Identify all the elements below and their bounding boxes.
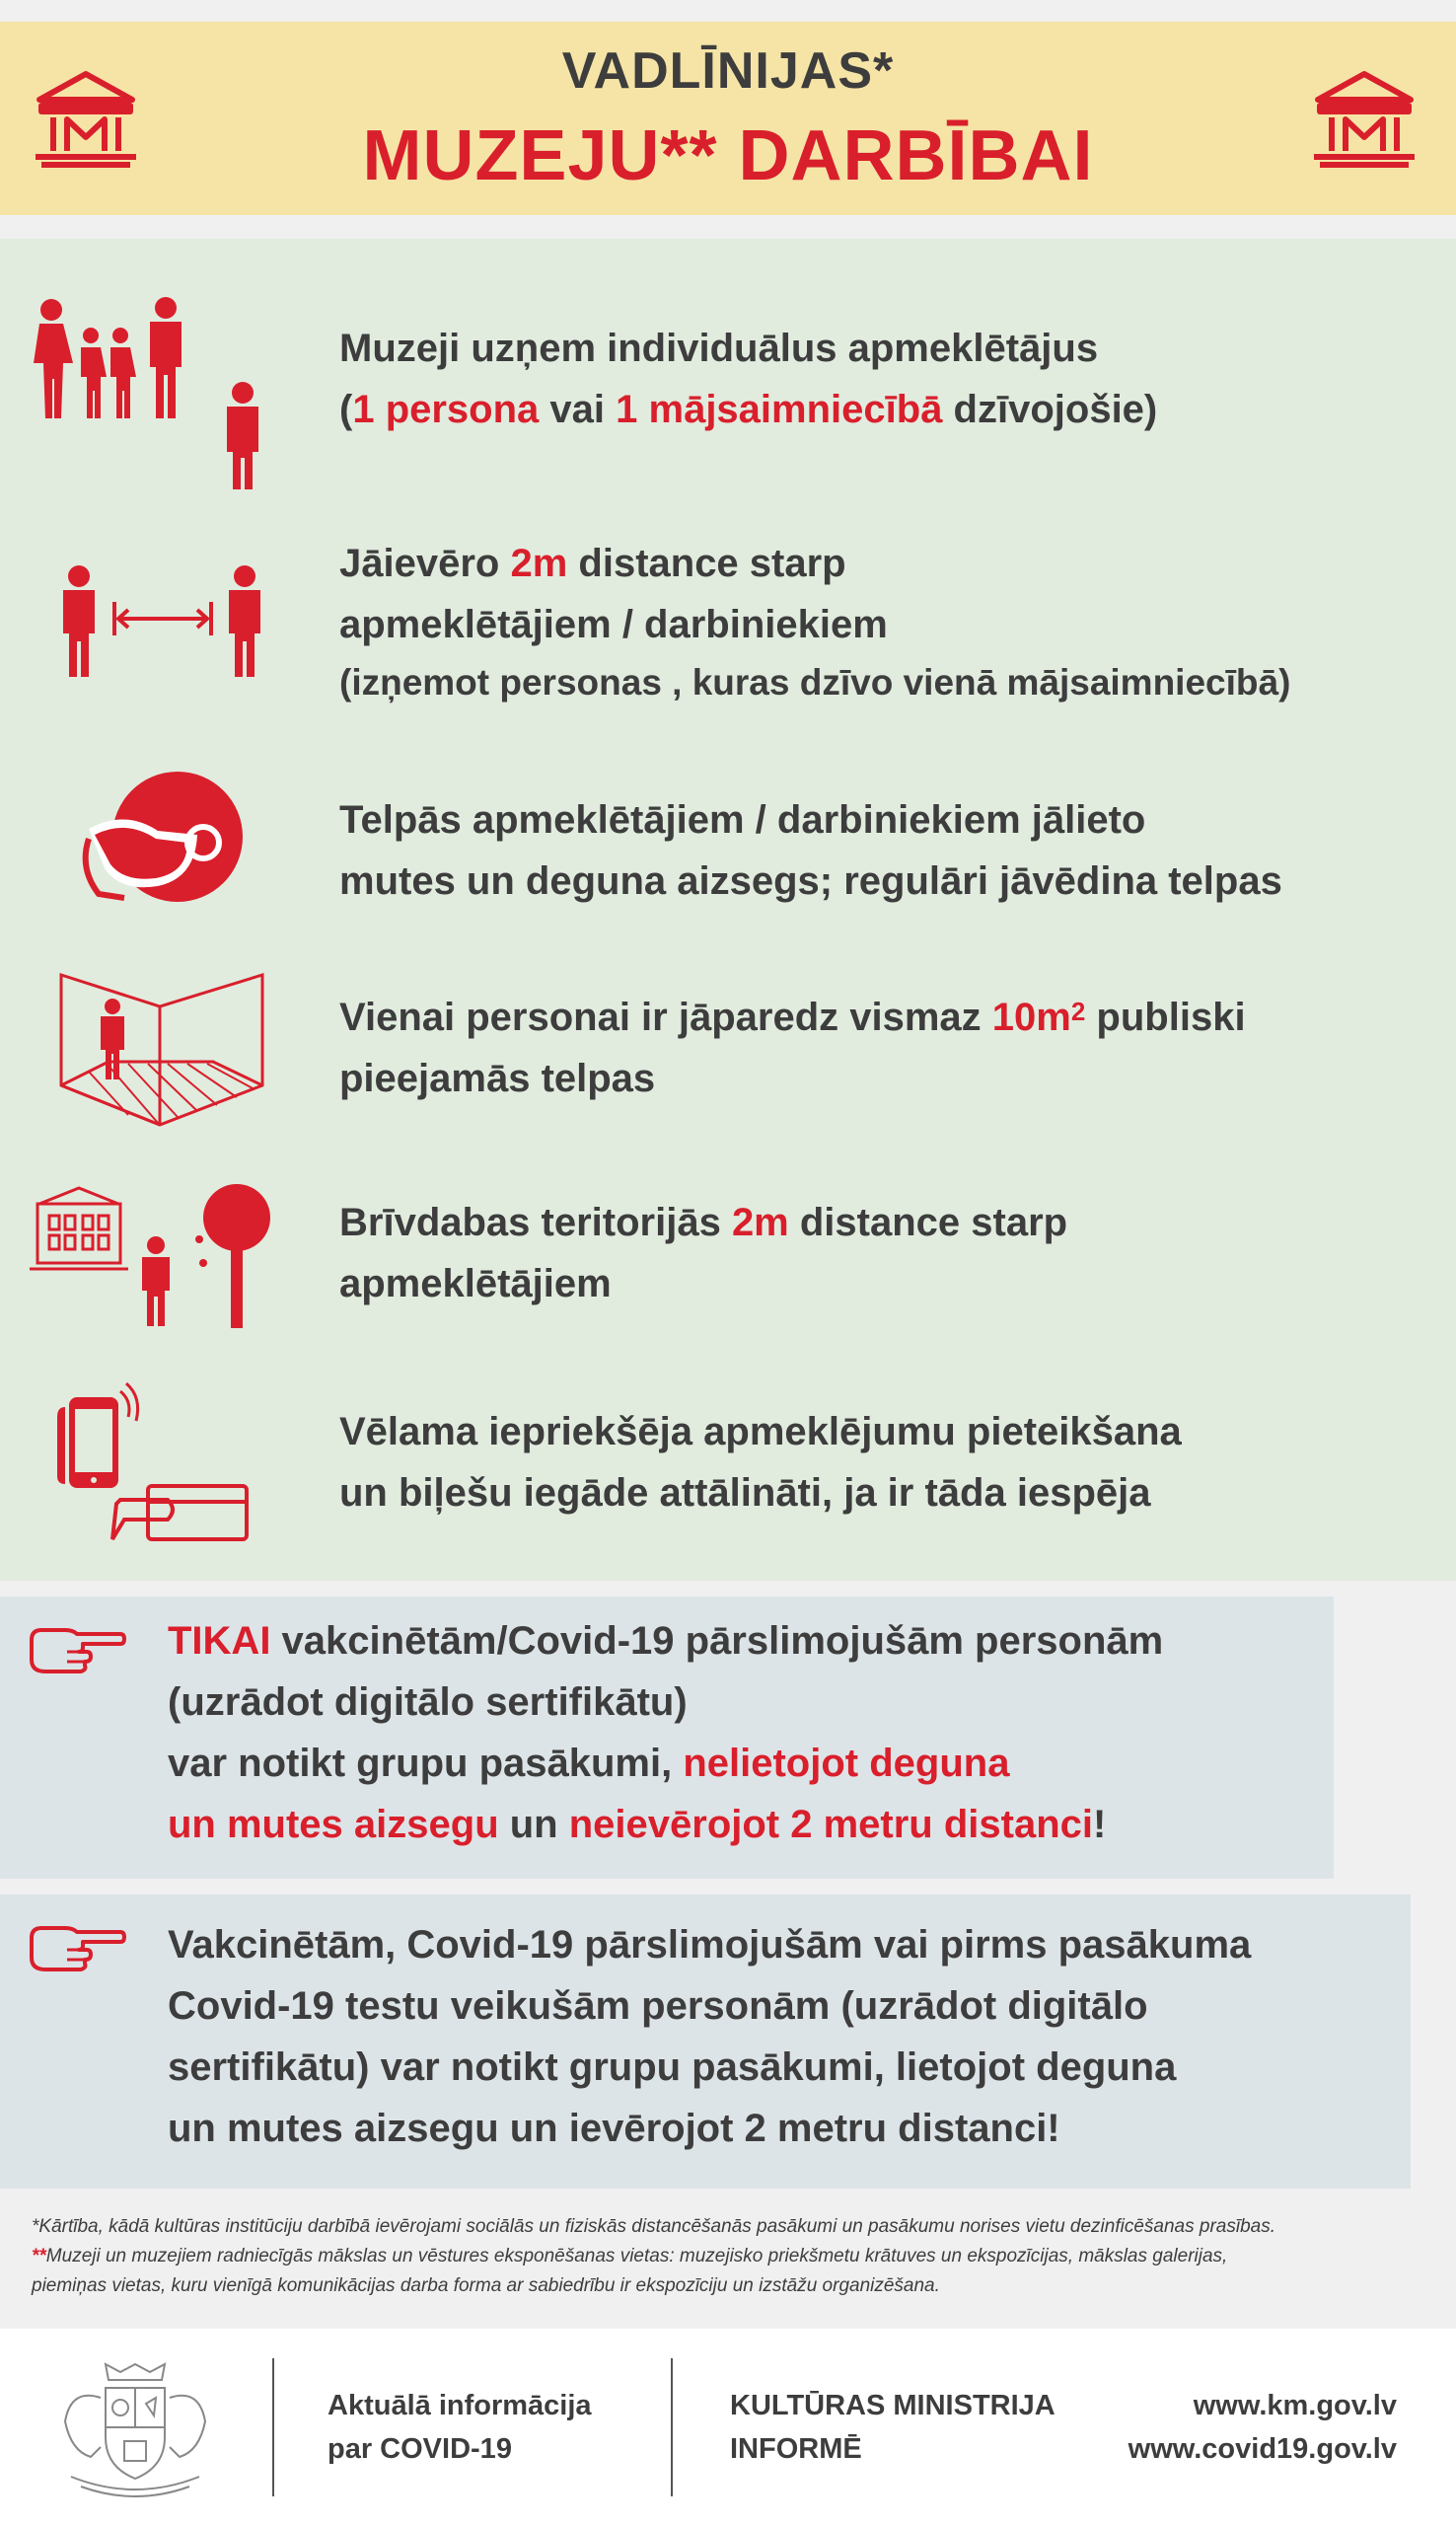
header-title: MUZEJU** DARBĪBAI [362,116,1094,195]
box-text [168,1610,1312,1855]
rule-line: Brīvdabas teritorijās 2m distance starp [339,1201,1068,1244]
vaccinated-only-box [0,1597,1334,1879]
room-area-icon [30,967,276,1135]
rule-line: Telpās apmeklētājiem / darbiniekiem jālieto [339,798,1146,842]
footnote: *Kārtība, kādā kultūras institūciju darbībā ievērojami sociālās un fiziskās distancēšanās pasākumi un pasākumu norises vietu dezinficēšanas prasības. [32,2216,1275,2237]
rule-note: (izņemot personas , kuras dzīvo vienā mājsaimniecībā) [339,662,1291,703]
distance-icon [30,562,276,681]
box-line: var notikt grupu pasākumi, nelietojot deguna [168,1742,1010,1785]
rule-line: pieejamās telpas [339,1057,656,1100]
rule-line: Jāievēro 2m distance starp [339,542,846,585]
covid19-link[interactable]: www.covid19.gov.lv [1128,2433,1397,2465]
box-text [168,1914,1391,2159]
highlight: neievērojot 2 metru distanci [568,1803,1093,1846]
rule-line: Muzeji uzņem individuālus apmeklētājus [339,327,1099,370]
box-line: sertifikātu) var notikt grupu pasākumi, lietojot deguna [168,2045,1177,2089]
rule-line: mutes un deguna aizsegs; regulāri jāvēdina telpas [339,859,1282,903]
highlight: 2m [510,542,568,585]
footnotes [32,2212,1432,2301]
ministry-label: KULTŪRAS MINISTRIJA INFORMĒ [730,2390,1056,2465]
covid-info: Aktuālā informācija par COVID-19 [328,2390,592,2465]
rule-text [339,533,1434,710]
online-booking-icon [30,1381,276,1549]
header-banner [0,22,1456,215]
divider [272,2358,274,2496]
family-icon [30,296,276,493]
rule-text [339,1401,1434,1523]
box-line: un mutes aizsegu un neievērojot 2 metru distanci! [168,1803,1107,1846]
highlight: 10m [991,996,1071,1039]
museum-icon [1310,66,1419,175]
superscript: 2 [1070,997,1086,1026]
rule-line: un biļešu iegāde attālināti, ja ir tāda iespēja [339,1471,1151,1515]
footnote: **Muzeji un muzejiem radniecīgās mākslas un vēstures eksponēšanas vietas: muzejisko priekšmetu krātuves un ekspozīcijas, mākslas galerijas, [32,2246,1228,2266]
face-mask-icon [30,770,276,918]
highlight: un mutes aizsegu [168,1803,499,1846]
rule-line: Vēlama iepriekšēja apmeklējumu pieteikšana [339,1410,1182,1453]
outdoor-icon [30,1174,276,1332]
footnote-mark: ** [32,2246,46,2266]
highlight: 1 mājsaimniecībā [616,388,943,431]
divider [671,2358,673,2496]
box-line: Covid-19 testu veikušām personām (uzrādot digitālo [168,1984,1148,2028]
rule-line: apmeklētājiem / darbiniekiem [339,603,888,646]
box-line: (uzrādot digitālo sertifikātu) [168,1680,688,1724]
box-line: TIKAI vakcinētām/Covid-19 pārslimojušām personām [168,1619,1164,1663]
km-link[interactable]: www.km.gov.lv [1193,2390,1397,2421]
rule-text [339,987,1434,1109]
pointing-hand-icon [28,1622,126,1681]
footer [0,2329,1456,2526]
box-line: un mutes aizsegu un ievērojot 2 metru distanci! [168,2107,1060,2150]
highlight: 2m [731,1201,789,1244]
highlight: TIKAI [168,1619,271,1663]
box-line: Vakcinētām, Covid-19 pārslimojušām vai pirms pasākuma [168,1923,1252,1967]
rule-line: apmeklētājiem [339,1262,612,1305]
rule-text [339,318,1434,440]
pointing-hand-icon [28,1920,126,1979]
website-links [1128,2384,1397,2471]
rule-line: (1 persona vai 1 mājsaimniecībā dzīvojošie) [339,388,1158,431]
highlight: 1 persona [352,388,540,431]
rule-text [339,789,1434,912]
vaccinated-tested-box [0,1894,1411,2189]
rule-line: Vienai personai ir jāparedz vismaz $10m^2$ publiski [339,996,1246,1039]
coat-of-arms-icon [51,2358,219,2506]
footnote: piemiņas vietas, kuru vienīgā komunikācijas darba forma ar sabiedrību ir ekspozīciju un izstāžu organizēšana. [32,2275,940,2296]
highlight: nelietojot deguna [683,1742,1010,1785]
rule-text [339,1192,1434,1314]
header-subtitle: VADLĪNIJAS* [561,42,895,100]
